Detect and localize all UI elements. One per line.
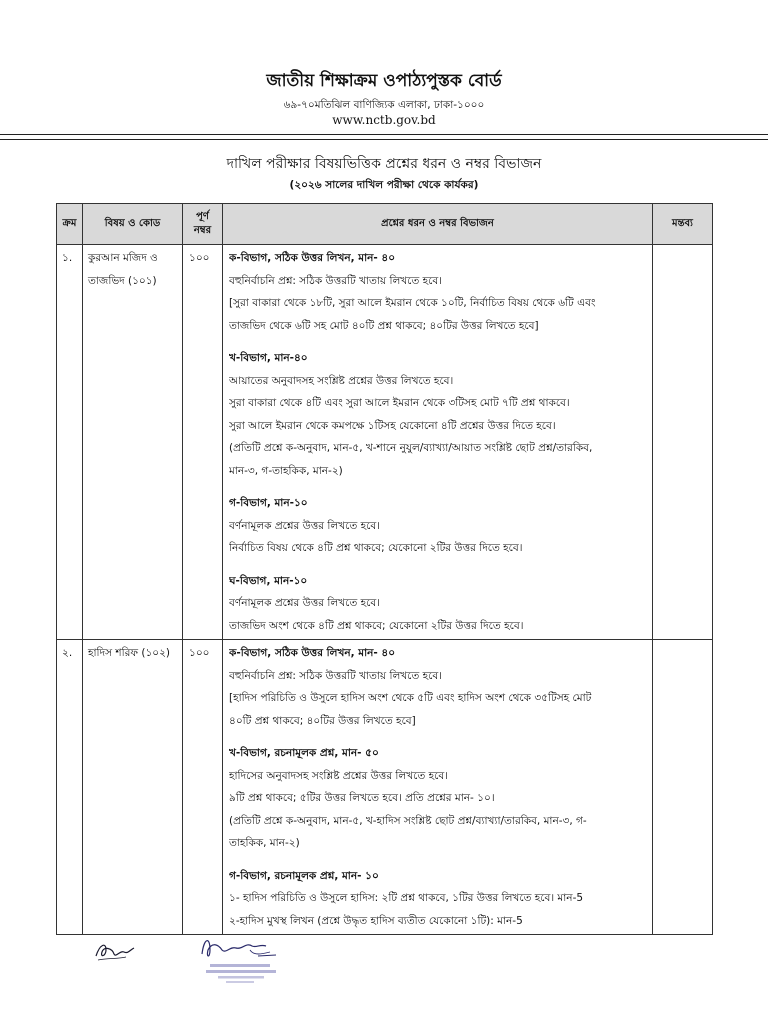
distribution-section [229, 492, 648, 560]
section-line: [হাদিস পরিচিতি ও উসুলে হাদিস অংশ থেকে ৫টি এবং হাদিস অংশ থেকে ৩৫টিসহ মোট [229, 692, 592, 704]
section-line: বর্ণনামূলক প্রশ্নের উত্তর লিখতে হবে। [229, 597, 380, 609]
section-line: (প্রতিটি প্রশ্নে ক-অনুবাদ, মান-৫, খ-হাদিস সংশ্লিষ্ট ছোট প্রশ্ন/ব্যাখ্যা/তারকিব, মান-৩, গ- [229, 814, 587, 827]
header-divider-bottom [0, 139, 768, 140]
section-title: খ-বিভাগ, মান-৪০ [229, 352, 308, 364]
section-line: মান-৩, গ-তাহকিক, মান-২) [229, 464, 343, 477]
section-line: হাদিসের অনুবাদসহ সংশ্লিষ্ট প্রশ্নের উত্তর লিখতে হবে। [229, 769, 448, 782]
section-line: সুরা বাকারা থেকে ৪টি এবং সুরা আলে ইমরান থেকে ৩টিসহ মোট ৭টি প্রশ্ন থাকবে। [229, 397, 570, 409]
row-subject: কুরআন মজিদ ও তাজভিদ (১০১) [83, 245, 183, 640]
section-line: বর্ণনামূলক প্রশ্নের উত্তর লিখতে হবে। [229, 519, 380, 532]
section-line: ১- হাদিস পরিচিতি ও উসুলে হাদিস: ২টি প্রশ্ন থাকবে, ১টির উত্তর লিখতে হবে। মান-5 [229, 892, 584, 904]
row-full-marks: ১০০ [183, 245, 223, 640]
row-serial: ১. [57, 245, 83, 640]
row-full-marks: ১০০ [183, 640, 223, 935]
header-remarks: মন্তব্য [653, 204, 713, 245]
section-line: ২-হাদিস মুখস্থ লিখন (প্রশ্নে উদ্ধৃত হাদিস ব্যতীত যেকোনো ১টি): মান-5 [229, 914, 523, 927]
row-remarks [653, 640, 713, 935]
document-subtitle: (২০২৬ সালের দাখিল পরীক্ষা থেকে কার্যকর) [289, 179, 479, 191]
section-line: তাজভিদ অংশ থেকে ৪টি প্রশ্ন থাকবে; যেকোনো ২টির উত্তর দিতে হবে। [229, 619, 524, 632]
distribution-section [229, 865, 648, 933]
section-line: বহুনির্বাচনি প্রশ্ন: সঠিক উত্তরটি খাতায় লিখতে হবে। [229, 274, 442, 287]
section-line: আয়াতের অনুবাদসহ সংশ্লিষ্ট প্রশ্নের উত্তর লিখতে হবে। [229, 374, 454, 387]
section-line: সুরা আলে ইমরান থেকে কমপক্ষে ১টিসহ যেকোনো ৪টি প্রশ্নের উত্তর দিতে হবে। [229, 419, 556, 432]
organization-address: ৬৯-৭০মতিঝিল বাণিজ্যিক এলাকা, ঢাকা-১০০০ [283, 99, 485, 111]
header-subject: বিষয় ও কোড [83, 204, 183, 245]
row-remarks [653, 245, 713, 640]
row-distribution [223, 245, 653, 640]
header-full-marks-line1: পূর্ণ [196, 211, 209, 222]
section-line: ৯টি প্রশ্ন থাকবে; ৫টির উত্তর লিখতে হবে। প্রতি প্রশ্নের মান- ১০। [229, 792, 495, 804]
distribution-section [229, 570, 648, 638]
section-line: বহুনির্বাচনি প্রশ্ন: সঠিক উত্তরটি খাতায় লিখতে হবে। [229, 669, 442, 682]
distribution-section [229, 347, 648, 482]
section-title: গ-বিভাগ, রচনামূলক প্রশ্ন, মান- ১০ [229, 869, 379, 882]
section-line: [সুরা বাকারা থেকে ১৮টি, সুরা আলে ইমরান থেকে ১০টি, নির্বাচিত বিষয় থেকে ৬টি এবং [229, 297, 596, 309]
section-title: খ-বিভাগ, রচনামূলক প্রশ্ন, মান- ৫০ [229, 747, 379, 759]
section-title: ক-বিভাগ, সঠিক উত্তর লিখন, মান- ৪০ [229, 647, 396, 659]
section-line: ৪০টি প্রশ্ন থাকবে; ৪০টির উত্তর লিখতে হবে] [229, 714, 416, 727]
row-distribution [223, 640, 653, 935]
section-line: তাহকিক, মান-২) [229, 837, 300, 849]
header-divider-top [0, 134, 768, 135]
section-title: ক-বিভাগ, সঠিক উত্তর লিখন, মান- ৪০ [229, 252, 396, 264]
row-subject: হাদিস শরিফ (১০২) [83, 640, 183, 935]
marks-distribution-table [56, 203, 713, 935]
section-title: ঘ-বিভাগ, মান-১০ [229, 574, 308, 587]
table-header-row [57, 204, 713, 245]
table-row [57, 245, 713, 640]
organization-name: জাতীয় শিক্ষাক্রম ওপাঠ্যপুস্তক বোর্ড [266, 71, 502, 91]
header-full-marks-line2: নম্বর [193, 225, 212, 236]
organization-website[interactable]: www.nctb.gov.bd [332, 113, 436, 127]
header-full-marks [183, 204, 223, 245]
section-line: নির্বাচিত বিষয় থেকে ৪টি প্রশ্ন থাকবে; যেকোনো ২টির উত্তর দিতে হবে। [229, 542, 523, 554]
document-title: দাখিল পরীক্ষার বিষয়ভিত্তিক প্রশ্নের ধরন ও নম্বর বিভাজন [226, 156, 542, 172]
table-row [57, 640, 713, 935]
distribution-section [229, 642, 648, 732]
signature-left [92, 938, 136, 964]
header-distribution: প্রশ্নের ধরন ও নম্বর বিভাজন [223, 204, 653, 245]
section-title: গ-বিভাগ, মান-১০ [229, 497, 308, 509]
section-line: তাজভিদ থেকে ৬টি সহ মোট ৪০টি প্রশ্ন থাকবে; ৪০টির উত্তর লিখতে হবে] [229, 319, 539, 332]
section-line: (প্রতিটি প্রশ্নে ক-অনুবাদ, মান-৫, খ-শানে নুযুল/ব্যাখ্যা/আয়াত সংশ্লিষ্ট ছোট প্রশ্ন/তারকিব, [229, 442, 593, 454]
distribution-section [229, 742, 648, 855]
header-serial: ক্রম [57, 204, 83, 245]
row-serial: ২. [57, 640, 83, 935]
signature-with-seal [196, 928, 288, 988]
distribution-section [229, 247, 648, 337]
